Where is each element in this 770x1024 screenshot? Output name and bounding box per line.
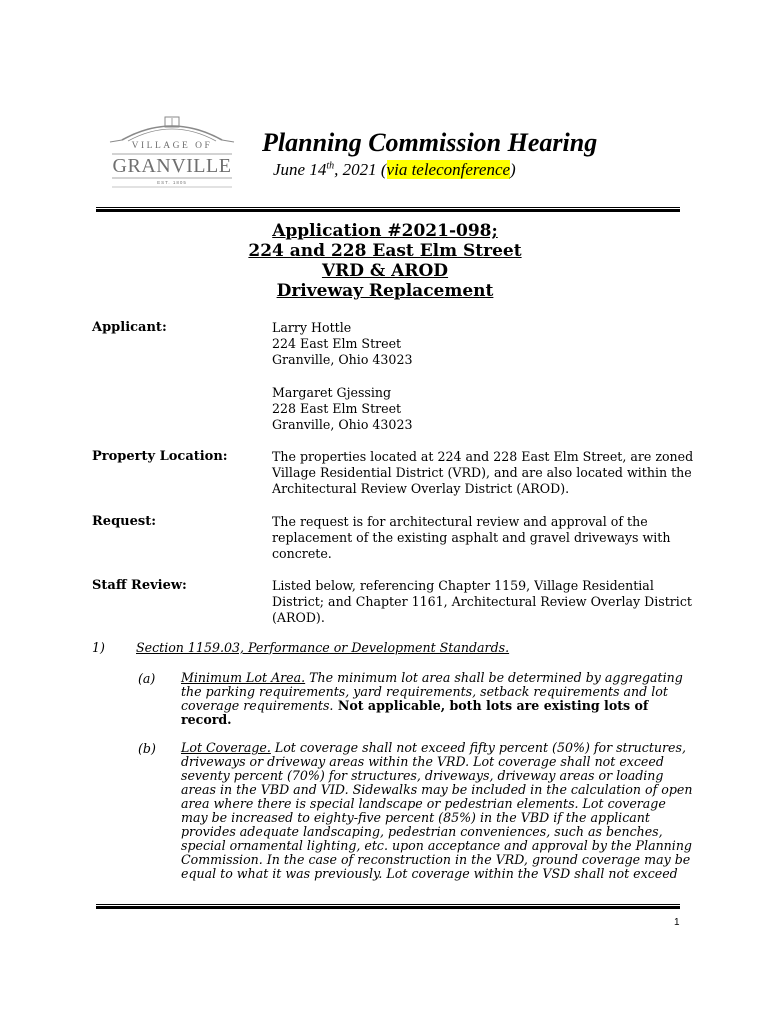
- applicant-2-street: 228 East Elm Street: [272, 401, 402, 416]
- date-suffix: ): [510, 160, 516, 179]
- application-heading: [0, 221, 770, 301]
- applicant-1-city: Granville, Ohio 43023: [272, 352, 413, 367]
- item-a-body: [181, 671, 686, 727]
- footer-divider: [96, 904, 680, 909]
- application-districts: VRD & AROD: [321, 261, 449, 281]
- property-location-line: Architectural Review Overlay District (AROD).: [272, 481, 570, 496]
- request-line: concrete.: [272, 546, 332, 561]
- item-a-text: coverage requirements.: [181, 698, 334, 713]
- date-ordinal: th: [326, 160, 335, 172]
- hearing-date: [273, 160, 516, 180]
- logo-village-of: VILLAGE OF: [131, 141, 213, 151]
- item-b-letter: (b): [138, 741, 156, 756]
- village-logo: [102, 112, 242, 192]
- item-b-text: may be increased to eighty-five percent (85%) in the VBD if the applicant: [181, 810, 650, 825]
- item-b-heading: Lot Coverage.: [181, 740, 271, 755]
- item-b-text: driveways or driveway areas within the VRD. Lot coverage shall not exceed: [181, 754, 664, 769]
- application-address: 224 and 228 East Elm Street: [248, 241, 522, 261]
- property-location-line: The properties located at 224 and 228 East Elm Street, are zoned: [272, 449, 694, 464]
- item-b-text: equal to what it was previously. Lot coverage within the VSD shall not exceed: [181, 866, 678, 881]
- section-title: Section 1159.03, Performance or Development Standards.: [136, 640, 510, 655]
- item-b-text: special ornamental lighting, etc. upon acceptance and approval by the Planning: [181, 838, 692, 853]
- item-b-body: [181, 740, 693, 881]
- item-b-text: seventy percent (70%) for structures, driveways, driveway areas or loading: [181, 768, 664, 783]
- item-a-finding: record.: [181, 712, 232, 727]
- logo-established: EST. 1805: [157, 180, 187, 185]
- applicant-2-name: Margaret Gjessing: [272, 385, 392, 400]
- request-line: The request is for architectural review and approval of the: [272, 514, 648, 529]
- property-location-text: [272, 449, 692, 497]
- page-number: 1: [674, 917, 680, 928]
- application-number: Application #2021-098;: [272, 221, 498, 241]
- staff-review-line: District; and Chapter 1161, Architectural Review Overlay District: [272, 594, 692, 609]
- application-subject: Driveway Replacement: [276, 281, 494, 301]
- section-number: 1): [92, 640, 105, 655]
- property-location-line: Village Residential District (VRD), and are also located within the: [272, 465, 692, 480]
- item-b-text: Lot coverage shall not exceed fifty percent (50%) for structures,: [270, 740, 686, 755]
- applicant-label: Applicant:: [92, 320, 167, 335]
- applicant-1: [272, 320, 692, 368]
- item-a-text: The minimum lot area shall be determined by aggregating: [305, 670, 683, 685]
- applicant-2: [272, 385, 692, 433]
- request-line: replacement of the existing asphalt and gravel driveways with: [272, 530, 671, 545]
- item-a-text: the parking requirements, yard requirements, setback requirements and lot: [181, 684, 668, 699]
- item-a-heading: Minimum Lot Area.: [181, 670, 306, 685]
- header-divider: [96, 207, 680, 212]
- staff-review-line: Listed below, referencing Chapter 1159, Village Residential: [272, 578, 654, 593]
- logo-granville: GRANVILLE: [112, 155, 232, 177]
- request-label: Request:: [92, 514, 157, 529]
- date-prefix: June 14: [273, 160, 327, 179]
- staff-review-text: [272, 578, 692, 626]
- item-b-text: areas in the VBD and VID. Sidewalks may be included in the calculation of open: [181, 782, 693, 797]
- item-a-finding: Not applicable, both lots are existing lots of: [333, 698, 649, 713]
- item-b-text: provides adequate landscaping, pedestrian conveniences, such as benches,: [181, 824, 663, 839]
- staff-review-label: Staff Review:: [92, 578, 187, 593]
- teleconference-highlight: via teleconference: [386, 160, 511, 179]
- page-title: Planning Commission Hearing: [262, 128, 598, 157]
- applicant-1-street: 224 East Elm Street: [272, 336, 402, 351]
- staff-review-line: (AROD).: [272, 610, 325, 625]
- applicant-2-city: Granville, Ohio 43023: [272, 417, 413, 432]
- date-year: , 2021 (: [334, 160, 387, 179]
- item-a-letter: (a): [138, 671, 156, 686]
- item-b-text: area where there is special landscape or pedestrian elements. Lot coverage: [181, 796, 666, 811]
- request-text: [272, 514, 692, 562]
- item-b-text: Commission. In the case of reconstruction in the VRD, ground coverage may be: [181, 852, 691, 867]
- applicant-1-name: Larry Hottle: [272, 320, 352, 335]
- property-location-label: Property Location:: [92, 449, 228, 464]
